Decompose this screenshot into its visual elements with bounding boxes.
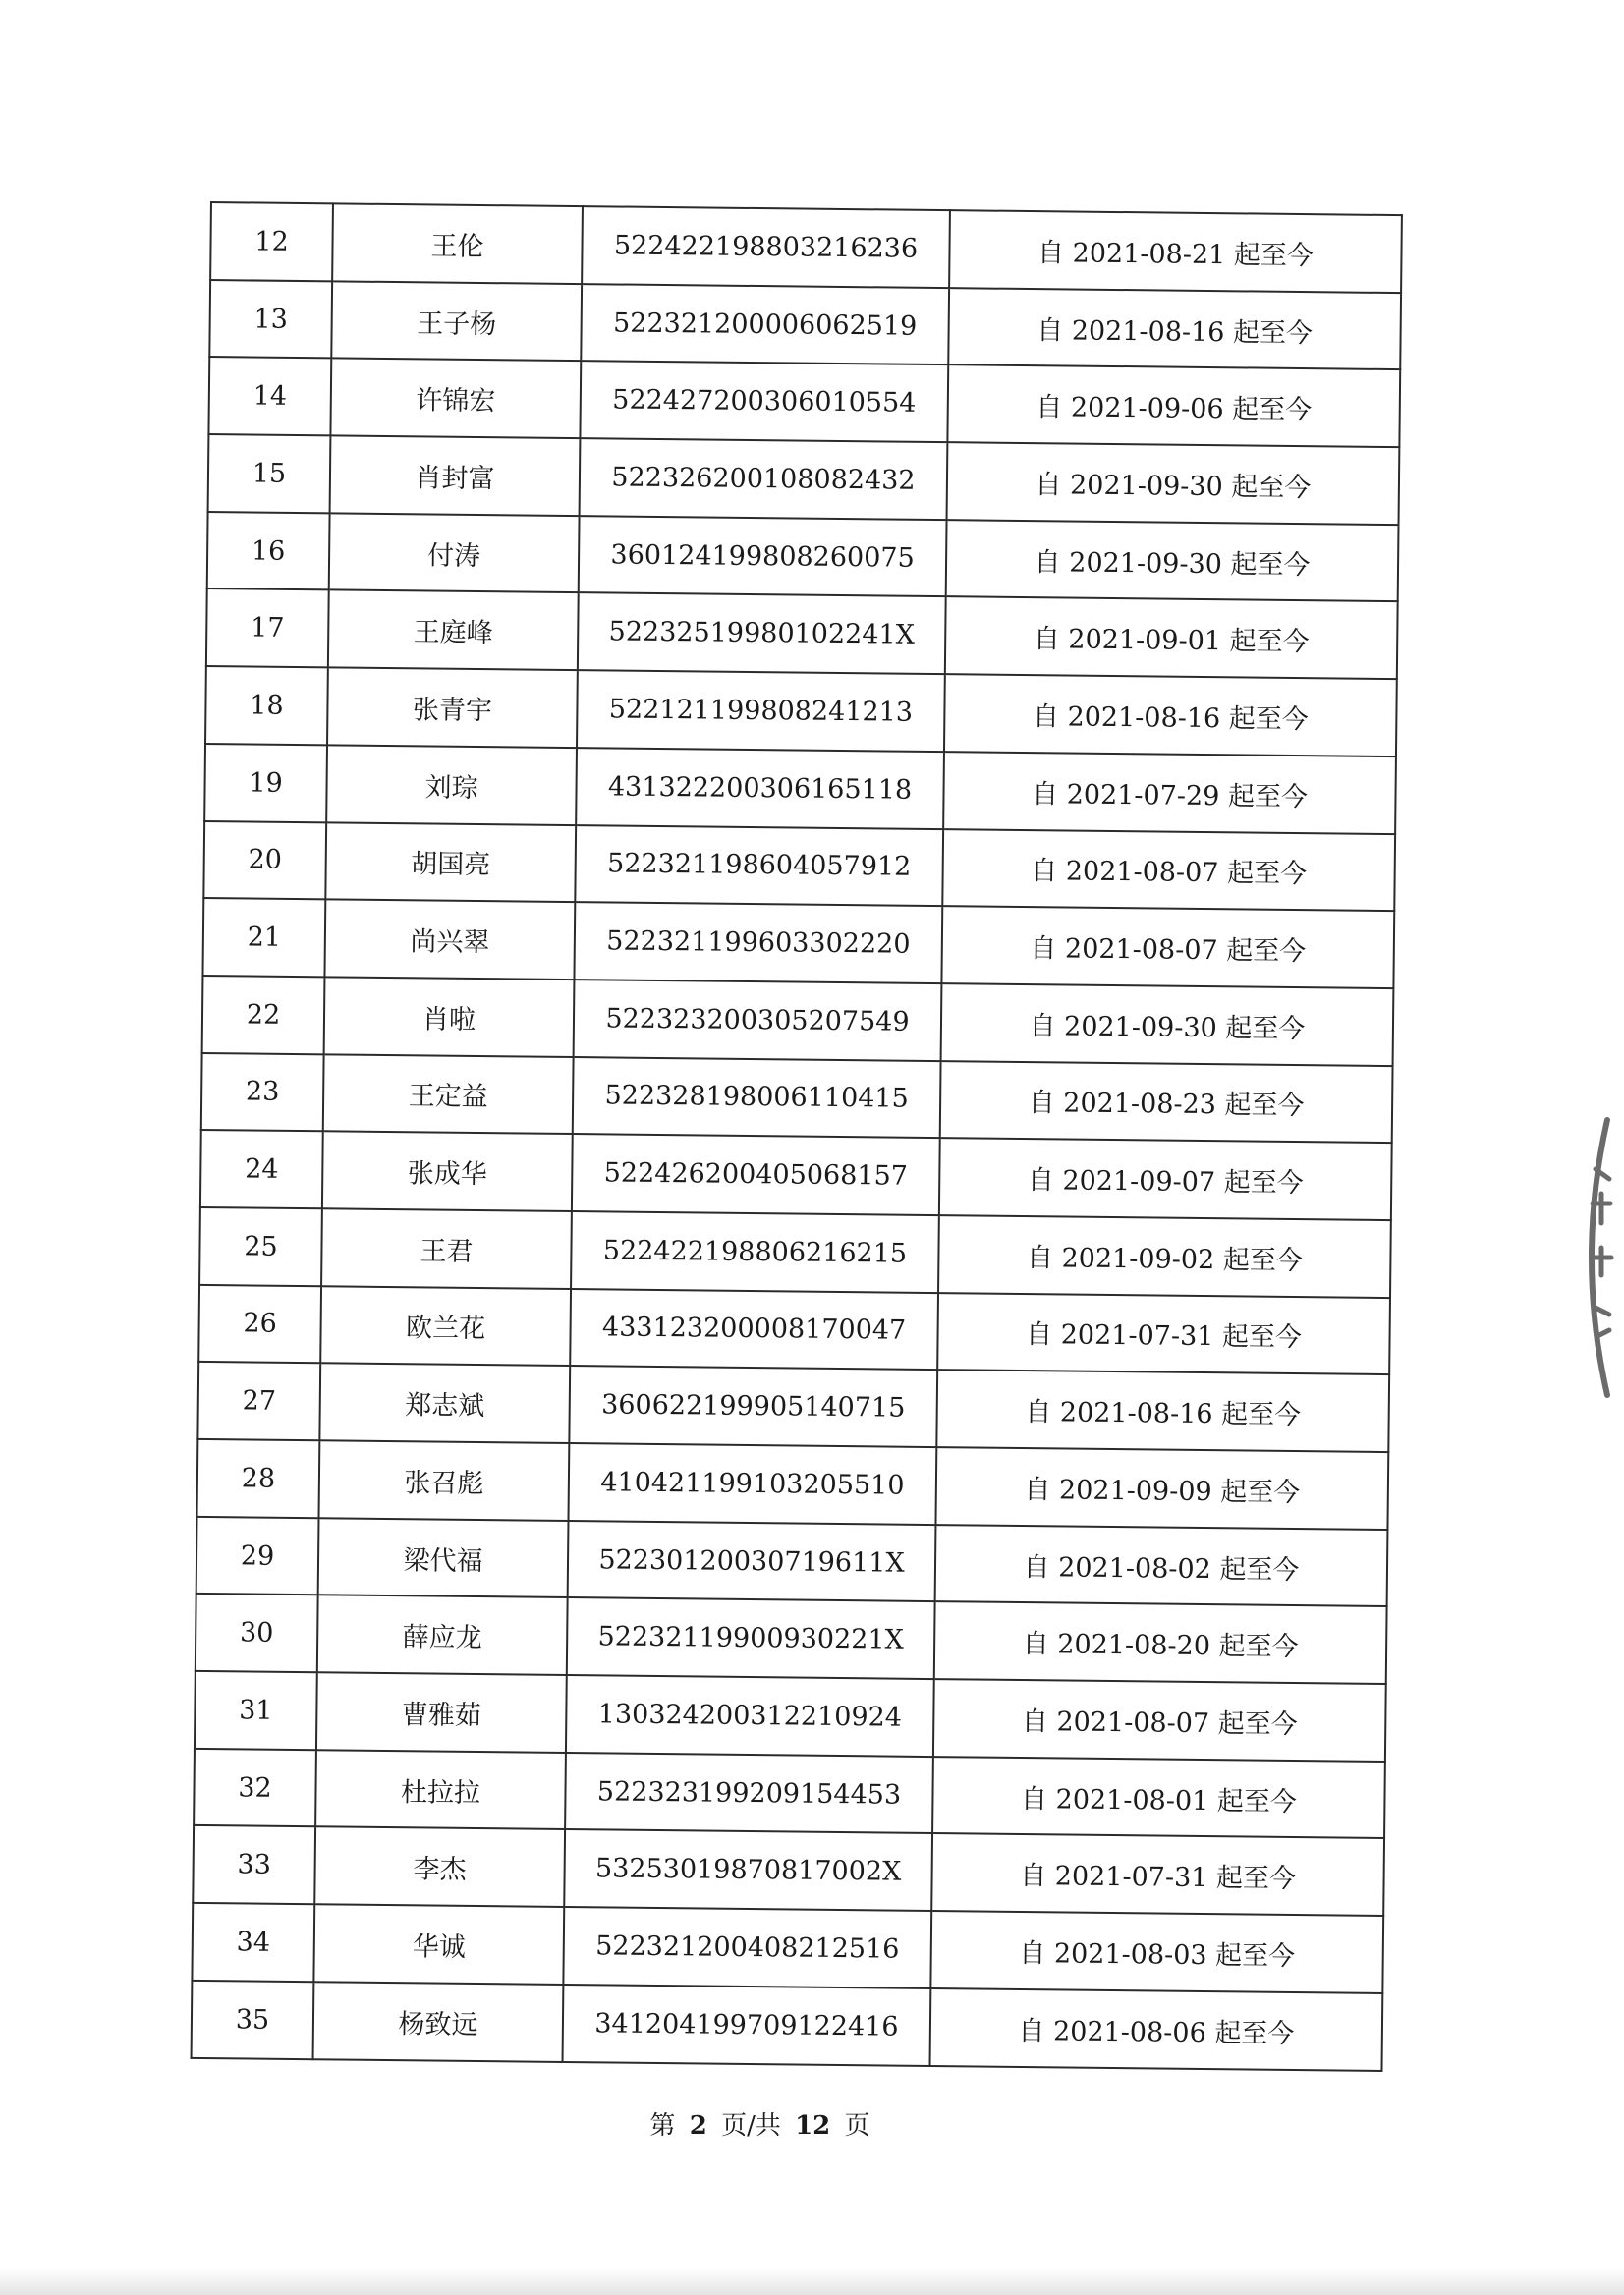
table-row <box>204 744 1396 834</box>
table-row <box>208 357 1400 447</box>
table-row <box>201 1053 1393 1144</box>
id-number: 522422198806216215 <box>571 1211 939 1293</box>
person-name: 郑志斌 <box>319 1364 570 1443</box>
row-number: 29 <box>196 1517 319 1595</box>
person-name: 曹雅茹 <box>316 1672 567 1752</box>
id-number: 522422198803216236 <box>582 206 950 288</box>
id-number: 522121199808241213 <box>577 670 945 752</box>
id-number: 522328198006110415 <box>573 1057 941 1139</box>
page-counter <box>0 2105 1572 2142</box>
id-number: 522321200408212516 <box>563 1907 931 1988</box>
employment-period: 自 2021-08-21 起至今 <box>949 210 1402 293</box>
table-row <box>198 1285 1390 1375</box>
table-row <box>202 898 1394 988</box>
employment-period: 自 2021-08-07 起至今 <box>942 829 1395 912</box>
employment-period: 自 2021-08-07 起至今 <box>933 1679 1386 1762</box>
id-number: 431322200306165118 <box>576 748 944 829</box>
id-number: 360622199905140715 <box>569 1366 937 1447</box>
table-row <box>194 1749 1385 1839</box>
row-number: 34 <box>192 1903 314 1982</box>
person-name: 杨致远 <box>313 1982 564 2061</box>
person-name: 胡国亮 <box>325 822 576 902</box>
row-number: 28 <box>197 1439 320 1518</box>
person-name: 王子杨 <box>331 281 582 361</box>
person-name: 刘琮 <box>326 745 577 824</box>
table-row <box>193 1825 1384 1916</box>
row-number: 12 <box>210 202 333 281</box>
id-number: 130324200312210924 <box>566 1675 934 1757</box>
person-name: 杜拉拉 <box>315 1750 566 1829</box>
row-number: 23 <box>201 1053 324 1132</box>
row-number: 15 <box>208 434 331 513</box>
current-page-number: 2 <box>689 2111 707 2141</box>
person-name: 欧兰花 <box>320 1286 571 1366</box>
id-number: 522326200108082432 <box>580 438 948 520</box>
id-number: 522321199603302220 <box>574 902 942 983</box>
row-number: 31 <box>195 1671 317 1750</box>
page-counter-middle: 页/共 <box>721 2111 781 2141</box>
person-name: 肖啦 <box>324 977 575 1056</box>
employment-period: 自 2021-09-01 起至今 <box>945 597 1398 680</box>
table-row <box>210 202 1402 293</box>
table-row <box>197 1439 1389 1530</box>
id-number: 52232119900930221X <box>567 1597 935 1679</box>
person-name: 尚兴翠 <box>324 899 575 979</box>
id-number: 522323199209154453 <box>565 1753 933 1834</box>
id-number: 360124199808260075 <box>579 516 947 597</box>
employment-period: 自 2021-08-06 起至今 <box>930 1988 1383 2071</box>
row-number: 35 <box>192 1981 314 2059</box>
person-name: 张召彪 <box>319 1440 570 1520</box>
row-number: 26 <box>198 1285 321 1364</box>
table-row <box>207 512 1399 602</box>
roster-table <box>191 201 1403 2072</box>
table-row <box>195 1671 1386 1762</box>
person-name: 付涛 <box>329 513 580 592</box>
employment-period: 自 2021-07-31 起至今 <box>931 1833 1384 1916</box>
employment-period: 自 2021-08-20 起至今 <box>934 1601 1387 1684</box>
table-row <box>196 1594 1387 1684</box>
person-name: 许锦宏 <box>330 359 581 438</box>
row-number: 13 <box>209 280 332 359</box>
row-number: 18 <box>205 666 328 745</box>
id-number: 341204199709122416 <box>563 1985 931 2066</box>
row-number: 22 <box>202 976 325 1054</box>
table-row <box>206 588 1398 679</box>
table-row <box>200 1130 1392 1220</box>
employment-period: 自 2021-09-30 起至今 <box>946 520 1399 602</box>
employment-period: 自 2021-08-23 起至今 <box>940 1061 1393 1144</box>
person-name: 薛应龙 <box>317 1595 568 1675</box>
id-number: 433123200008170047 <box>570 1289 938 1371</box>
page-counter-suffix: 页 <box>844 2111 870 2141</box>
employment-period: 自 2021-08-16 起至今 <box>944 674 1397 756</box>
row-number: 25 <box>199 1207 322 1286</box>
employment-period: 自 2021-08-03 起至今 <box>930 1911 1383 1993</box>
id-number: 522426200405068157 <box>572 1134 940 1215</box>
id-number: 522427200306010554 <box>580 361 948 442</box>
table-row <box>209 280 1401 370</box>
id-number: 410421199103205510 <box>568 1443 936 1525</box>
page-counter-prefix: 第 <box>649 2111 676 2141</box>
row-number: 33 <box>193 1825 315 1904</box>
table-row <box>197 1362 1389 1452</box>
scan-edge-shadow <box>0 2267 1624 2295</box>
table-row <box>203 820 1395 911</box>
row-number: 24 <box>200 1130 323 1208</box>
person-name: 王伦 <box>332 203 583 283</box>
employment-period: 自 2021-08-07 起至今 <box>941 906 1394 988</box>
roster-table-container <box>191 201 1393 2071</box>
employment-period: 自 2021-09-06 起至今 <box>947 365 1400 448</box>
employment-period: 自 2021-09-02 起至今 <box>938 1215 1391 1298</box>
row-number: 30 <box>196 1594 318 1672</box>
person-name: 王定益 <box>323 1054 574 1134</box>
person-name: 王庭峰 <box>328 590 579 670</box>
person-name: 王君 <box>321 1208 572 1288</box>
person-name: 张成华 <box>322 1132 573 1211</box>
employment-period: 自 2021-08-16 起至今 <box>948 288 1401 370</box>
row-number: 27 <box>197 1362 320 1440</box>
row-number: 21 <box>202 898 325 977</box>
person-name: 张青宇 <box>327 667 578 747</box>
id-number: 53253019870817002X <box>564 1829 932 1911</box>
id-number: 522321198604057912 <box>575 825 943 907</box>
employment-period: 自 2021-07-31 起至今 <box>937 1293 1390 1375</box>
id-number: 522323200305207549 <box>574 980 942 1061</box>
table-row <box>196 1517 1388 1607</box>
row-number: 17 <box>206 588 329 667</box>
employment-period: 自 2021-09-07 起至今 <box>939 1138 1392 1220</box>
row-number: 14 <box>208 357 331 435</box>
roster-table-body <box>192 202 1402 2071</box>
table-row <box>199 1207 1391 1298</box>
employment-period: 自 2021-08-02 起至今 <box>935 1525 1388 1607</box>
id-number: 52230120030719611X <box>568 1521 936 1602</box>
table-row <box>192 1981 1383 2071</box>
person-name: 华诚 <box>313 1904 564 1984</box>
employment-period: 自 2021-08-16 起至今 <box>936 1370 1389 1452</box>
row-number: 16 <box>207 512 330 590</box>
table-row <box>192 1903 1383 1993</box>
table-row <box>205 666 1397 756</box>
employment-period: 自 2021-09-30 起至今 <box>947 442 1400 525</box>
partial-seal-stamp <box>1568 1110 1624 1405</box>
table-row <box>202 976 1394 1066</box>
employment-period: 自 2021-07-29 起至今 <box>943 752 1396 834</box>
employment-period: 自 2021-09-30 起至今 <box>941 983 1394 1066</box>
id-number: 52232519980102241X <box>578 593 946 675</box>
person-name: 梁代福 <box>318 1518 569 1597</box>
row-number: 20 <box>203 820 326 899</box>
employment-period: 自 2021-09-09 起至今 <box>935 1447 1388 1530</box>
employment-period: 自 2021-08-01 起至今 <box>932 1757 1385 1839</box>
row-number: 19 <box>204 744 327 822</box>
person-name: 肖封富 <box>330 435 581 515</box>
id-number: 522321200006062519 <box>581 284 949 365</box>
total-page-count: 12 <box>795 2111 831 2141</box>
person-name: 李杰 <box>314 1827 565 1907</box>
row-number: 32 <box>194 1749 316 1827</box>
table-row <box>208 434 1400 525</box>
